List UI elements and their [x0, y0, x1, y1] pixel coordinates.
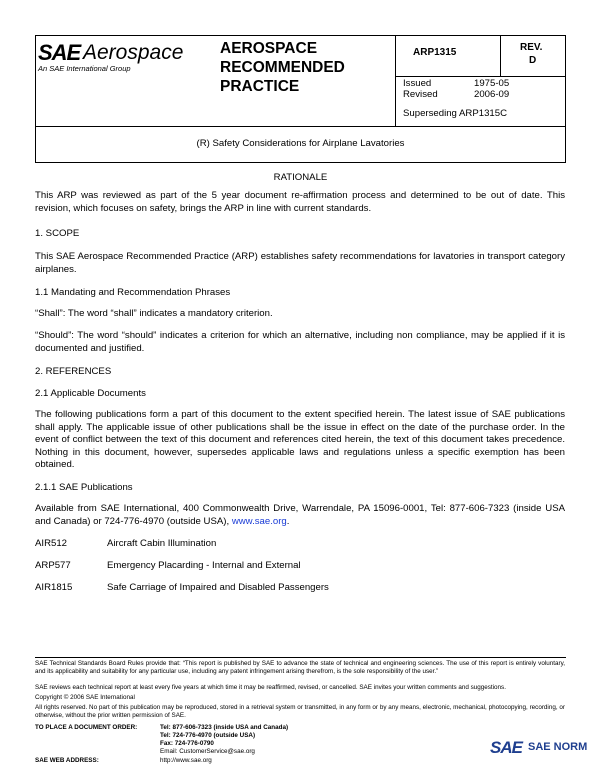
- web-label: SAE WEB ADDRESS:: [35, 757, 99, 764]
- sae-address-text: Available from SAE International, 400 Commonwealth Drive, Warrendale, PA 15096-0001, Tel: 877-606-7323 (inside USA and Canada) or 724-776-4970 (outside USA),: [35, 503, 565, 527]
- rationale-heading: RATIONALE: [273, 172, 328, 183]
- footer-copyright: Copyright © 2006 SAE International: [35, 694, 135, 701]
- logo-sae-mark: SAE: [38, 40, 81, 65]
- footer-rules-text: SAE Technical Standards Board Rules provide that: “This report is published by SAE to advance the state of technical and engineering sciences. The use of this report is entirely voluntary, and its applicability and suitability for any particular use, including any patent infringement arising therefrom, is the sole responsibility of the user.”: [35, 660, 565, 675]
- sae-website-link[interactable]: www.sae.org: [231, 515, 287, 527]
- reference-title: Emergency Placarding - Internal and External: [107, 560, 301, 571]
- scope-heading: 1. SCOPE: [35, 228, 80, 239]
- revised-label: Revised: [403, 89, 438, 100]
- reference-code: ARP577: [35, 560, 71, 571]
- sae-norm-stamp: [490, 737, 600, 759]
- section-2-1-1-text: [35, 503, 565, 528]
- logo-tagline: An SAE International Group: [38, 64, 131, 73]
- footer-divider: [35, 657, 566, 658]
- rationale-text: This ARP was reviewed as part of the 5 year document re-affirmation process and determined to be out of date. This revision, which focuses on safety, brings the ARP in line with current standards.: [35, 190, 565, 214]
- sentence-period: .: [286, 515, 290, 527]
- scope-text: This SAE Aerospace Recommended Practice (ARP) establishes safety recommendations for lavatories in transport category airplanes.: [35, 251, 565, 275]
- issued-value: 1975-05: [474, 78, 510, 89]
- issued-label: Issued: [403, 78, 432, 89]
- sae-aerospace-logo: [38, 40, 208, 80]
- should-definition: “Should”: The word “should” indicates a criterion for which an alternative, including non compliance, may be applied if it is documented and justified.: [35, 330, 565, 354]
- order-tel-domestic: Tel: 877-606-7323 (inside USA and Canada): [160, 724, 289, 731]
- section-2-1-heading: 2.1 Applicable Documents: [35, 388, 146, 399]
- stamp-sae-logo: SAE: [490, 738, 522, 757]
- section-1-1-heading: 1.1 Mandating and Recommendation Phrases: [35, 287, 231, 298]
- reference-title: Aircraft Cabin Illumination: [107, 538, 217, 549]
- order-email: Email: CustomerService@sae.org: [160, 748, 255, 755]
- logo-aerospace-word: Aerospace: [83, 41, 184, 64]
- shall-definition: “Shall”: The word “shall” indicates a mandatory criterion.: [35, 308, 273, 319]
- reference-code: AIR1815: [35, 582, 73, 593]
- section-2-1-1-heading: 2.1.1 SAE Publications: [35, 482, 133, 493]
- stamp-sae-norm-text: SAE NORM: [528, 741, 588, 753]
- reference-title: Safe Carriage of Impaired and Disabled Passengers: [107, 582, 329, 593]
- order-label: TO PLACE A DOCUMENT ORDER:: [35, 724, 138, 731]
- web-address[interactable]: http://www.sae.org: [160, 757, 212, 764]
- section-2-1-text: The following publications form a part of this document to the extent specified herein. The latest issue of SAE publications shall apply. The applicable issue of other publications shall be the issue in effect on the date of the purchase order. In the event of conflict between the text of this document and references cited herein, the text of this document takes precedence. Nothing in this document, however, supersedes applicable laws and regulations unless a specific exemption has been obtained.: [35, 409, 565, 470]
- doc-type-line3: PRACTICE: [220, 78, 300, 95]
- document-title: (R) Safety Considerations for Airplane Lavatories: [196, 138, 405, 149]
- rev-value: D: [529, 55, 537, 66]
- doc-type-line2: RECOMMENDED: [220, 59, 345, 76]
- footer-review-text: SAE reviews each technical report at least every five years at which time it may be reaffirmed, revised, or cancelled. SAE invites your written comments and suggestions.: [35, 684, 506, 691]
- reference-code: AIR512: [35, 538, 67, 549]
- revised-value: 2006-09: [474, 89, 510, 100]
- rev-label: REV.: [520, 42, 543, 53]
- doc-type-line1: AEROSPACE: [220, 40, 318, 57]
- superseding-note: Superseding ARP1315C: [403, 108, 508, 119]
- order-tel-international: Tel: 724-776-4970 (outside USA): [160, 732, 256, 739]
- footer-rights-text: All rights reserved. No part of this publication may be reproduced, stored in a retrieval system or transmitted, in any form or by any means, electronic, mechanical, photocopying, recording, or otherwise, without the prior written permission of SAE.: [35, 704, 565, 719]
- order-fax: Fax: 724-776-0790: [160, 740, 214, 747]
- doc-number: ARP1315: [413, 47, 457, 58]
- references-heading: 2. REFERENCES: [35, 366, 112, 377]
